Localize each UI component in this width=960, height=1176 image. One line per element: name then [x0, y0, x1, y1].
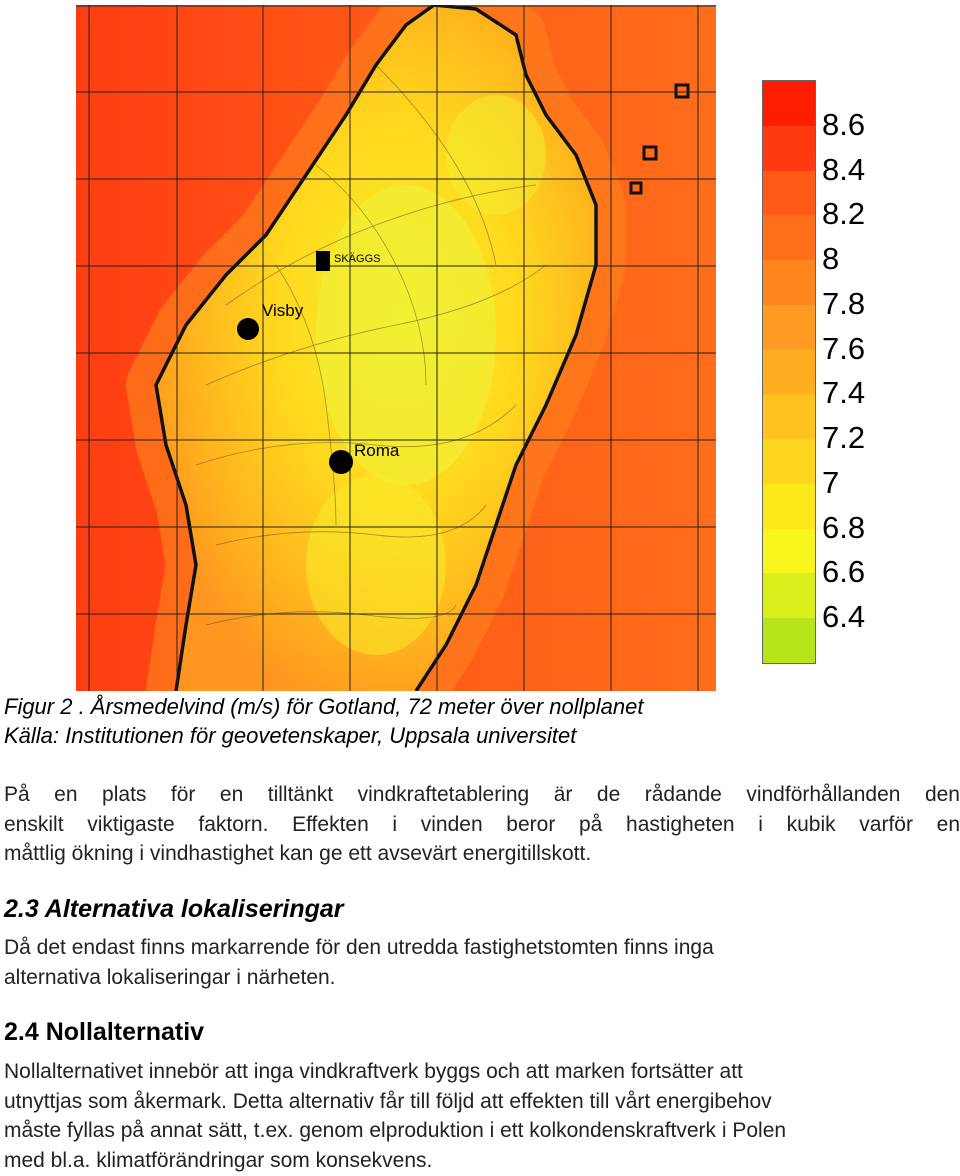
legend-swatch: [763, 350, 815, 395]
text-line: utnyttjas som åkermark. Detta alternativ får till följd att effekten till vårt energibehov: [4, 1089, 772, 1113]
section-heading-nollalternativ: 2.4 Nollalternativ: [4, 1018, 205, 1046]
section-heading-alternativa: 2.3 Alternativa lokaliseringar: [4, 895, 344, 923]
figure-caption-source: Källa: Institutionen för geovetenskaper, Uppsala universitet: [4, 723, 577, 748]
legend-label: 6.4: [822, 599, 866, 635]
legend-label: 8.2: [822, 196, 866, 232]
legend-swatch: [763, 305, 815, 350]
legend-label: 7.6: [822, 330, 866, 366]
legend-label: 8: [822, 241, 840, 277]
text-line: Nollalternativet innebör att inga vindkraftverk byggs och att marken fortsätter att: [4, 1060, 743, 1083]
roma-marker: [329, 450, 353, 474]
wind-map-graphic: [76, 5, 716, 691]
legend-swatch: [763, 260, 815, 305]
visby-marker: [237, 318, 259, 340]
text-line: På en plats för en tilltänkt vindkraftetablering är de rådande vindförhållanden den: [4, 783, 960, 806]
text-line: med bl.a. klimatförändringar som konsekvens.: [4, 1148, 433, 1172]
color-legend: [762, 80, 816, 664]
legend-label: 7.4: [822, 375, 866, 411]
wind-map: [76, 5, 716, 691]
paragraph-nollalternativ: [4, 1057, 960, 1175]
legend-label: 6.8: [822, 509, 866, 545]
paragraph-alternativa: [4, 933, 960, 992]
legend-swatch: [763, 529, 815, 574]
paragraph-wind-conditions: [4, 780, 960, 869]
legend-swatch: [763, 215, 815, 260]
legend-swatch: [763, 394, 815, 439]
legend-swatch: [763, 439, 815, 484]
legend-swatch: [763, 126, 815, 171]
legend-swatch: [763, 618, 815, 663]
legend-swatch: [763, 573, 815, 618]
place-label-roma: Roma: [354, 441, 400, 460]
legend-swatch: [763, 171, 815, 216]
legend-label: 6.6: [822, 554, 866, 590]
place-label-visby: Visby: [262, 301, 304, 320]
legend-label: 8.6: [822, 106, 866, 142]
figure-caption-title: Figur 2 . Årsmedelvind (m/s) för Gotland, 72 meter över nollplanet: [4, 694, 644, 719]
legend-label: 8.4: [822, 151, 866, 187]
text-line: måste fyllas på annat sätt, t.ex. genom elproduktion i ett kolkondenskraftverk i Polen: [4, 1119, 787, 1143]
text-line: måttlig ökning i vindhastighet kan ge ett avsevärt energitillskott.: [4, 842, 592, 866]
text-line: Då det endast finns markarrende för den utredda fastighetstomten finns inga: [4, 936, 714, 959]
legend-swatch: [763, 484, 815, 529]
text-line: enskilt viktigaste faktorn. Effekten i vinden beror på hastigheten i kubik varför en: [4, 812, 960, 836]
legend-swatch: [763, 81, 815, 126]
legend-label: 7: [822, 464, 840, 500]
legend-label: 7.2: [822, 420, 866, 456]
skaggs-marker: [316, 251, 330, 271]
legend-label: 7.8: [822, 285, 866, 321]
text-line: alternativa lokaliseringar i närheten.: [4, 965, 336, 989]
place-label-skaggs: SKÄGGS: [334, 253, 381, 265]
